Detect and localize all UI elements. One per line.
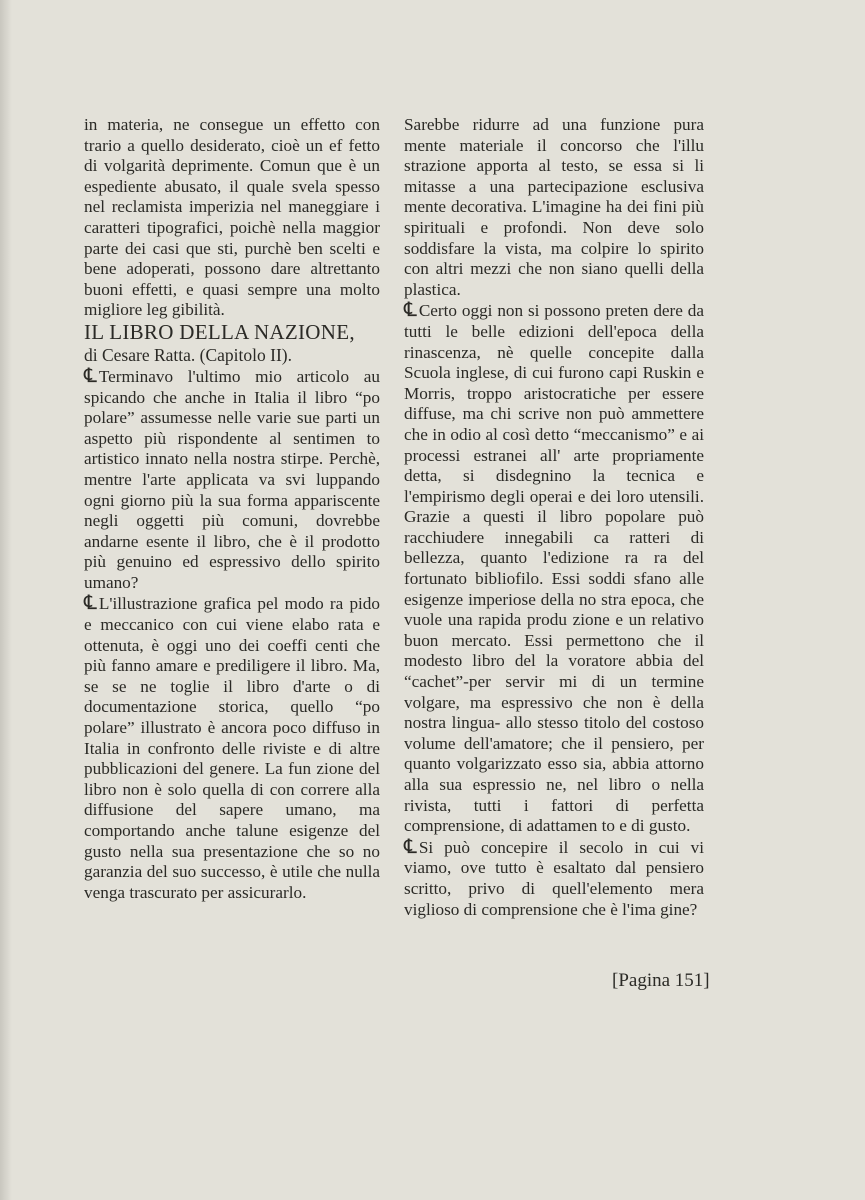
right-column	[404, 115, 704, 920]
paragraph: Sarebbe ridurre ad una funzione pura mente materiale il concorso che l'illu strazione apporta al testo, se essa si li mitasse a una partecipazione esclusiva mente decorativa. L'imagine ha dei fini più spirituali e profondi. Non deve solo soddisfare la vista, ma colpire lo spirito con altri mezzi che non siano quelli della plastica.	[404, 115, 704, 299]
page-number: [Pagina 151]	[612, 970, 710, 991]
paragraph-mark-icon: ℄	[84, 592, 97, 615]
intro-paragraph: in materia, ne consegue un effetto con trario a quello desiderato, cioè un ef fetto di volgarità deprimente. Comun que è un espediente abusato, il quale svela spesso nel reclamista imperizia nel maneggiare i caratteri tipografici, poichè nella maggior parte dei casi que sti, purchè ben scelti e bene adoperati, possono dare altrettanto buoni effetti, e quasi sempre una molto migliore leg gibilità.	[84, 115, 380, 320]
paragraph: ℄ Si può concepire il secolo in cui vi viamo, ove tutto è esaltato dal pensiero scritto, privo di quell'elemento mera viglioso di comprensione che è l'ima gine?	[404, 835, 704, 919]
paragraph-mark-icon: ℄	[404, 299, 417, 322]
article-subheading: di Cesare Ratta. (Capitolo II).	[84, 344, 292, 365]
binding-edge	[0, 0, 12, 1200]
left-column	[84, 115, 380, 903]
paragraph-mark-icon: ℄	[84, 364, 97, 387]
article-heading: IL LIBRO DELLA NAZIONE,	[84, 319, 355, 344]
paragraph: ℄ L'illustrazione grafica pel modo ra pido e meccanico con cui viene elabo rata e ottenuta, è oggi uno dei coeffi centi che più fanno amare e prediligere il libro. Ma, se se ne toglie il libro d'arte o di documentazione storica, quello “po polare” illustrato è ancora poco diffuso in Italia in confronto delle riviste e di altre pubblicazioni del genere. La fun zione del libro non è solo quella di con correre alla diffusione del sapere umano, ma comportando anche talune esigenze del gusto nella sua presentazione che so no garanzia del suo successo, è utile che nulla venga trascurato per assicurarlo.	[84, 592, 380, 902]
paragraph-mark-icon: ℄	[404, 835, 417, 858]
paragraph: ℄ Certo oggi non si possono preten dere da tutti le belle edizioni dell'epoca della rinascenza, nè quelle concepite dalla Scuola inglese, di cui furono capi Ruskin e Morris, troppo aristocratiche per essere diffuse, ma chi scrive non può ammettere che in odio al così detto “meccanismo” e ai processi estranei all' arte propriamente detta, si disdegnino la tecnica e l'empirismo degli operai e dei loro utensili. Grazie a questi il libro popolare può racchiudere innegabili ca ratteri di bellezza, quanto l'edizione ra ra del fortunato bibliofilo. Essi soddi sfano alle esigenze imperiose della no stra epoca, che vuole una rapida produ zione e un relativo buon mercato. Essi permettono che il modesto libro del la voratore abbia del “cachet”-per servir mi di un termine volgare, ma espressivo che non è della nostra lingua- allo stesso titolo del costoso volume dell'amatore; che il pensiero, per quanto volgarizzato esso sia, abbia attorno alla sua espressio ne, nel libro o nella rivista, tutti i fattori di perfetta comprensione, di adattamen to e di gusto.	[404, 299, 704, 836]
paragraph: ℄ Terminavo l'ultimo mio articolo au spicando che anche in Italia il libro “po polare” assumesse nelle varie sue parti un aspetto più rispondente al sentimen to artistico innato nella nostra stirpe. Perchè, mentre l'arte applicata va svi luppando ogni giorno più la sua forma appariscente negli oggetti più comuni, dovrebbe andarne esente il libro, che è il prodotto più genuino ed espressivo dello spirito umano?	[84, 364, 380, 592]
